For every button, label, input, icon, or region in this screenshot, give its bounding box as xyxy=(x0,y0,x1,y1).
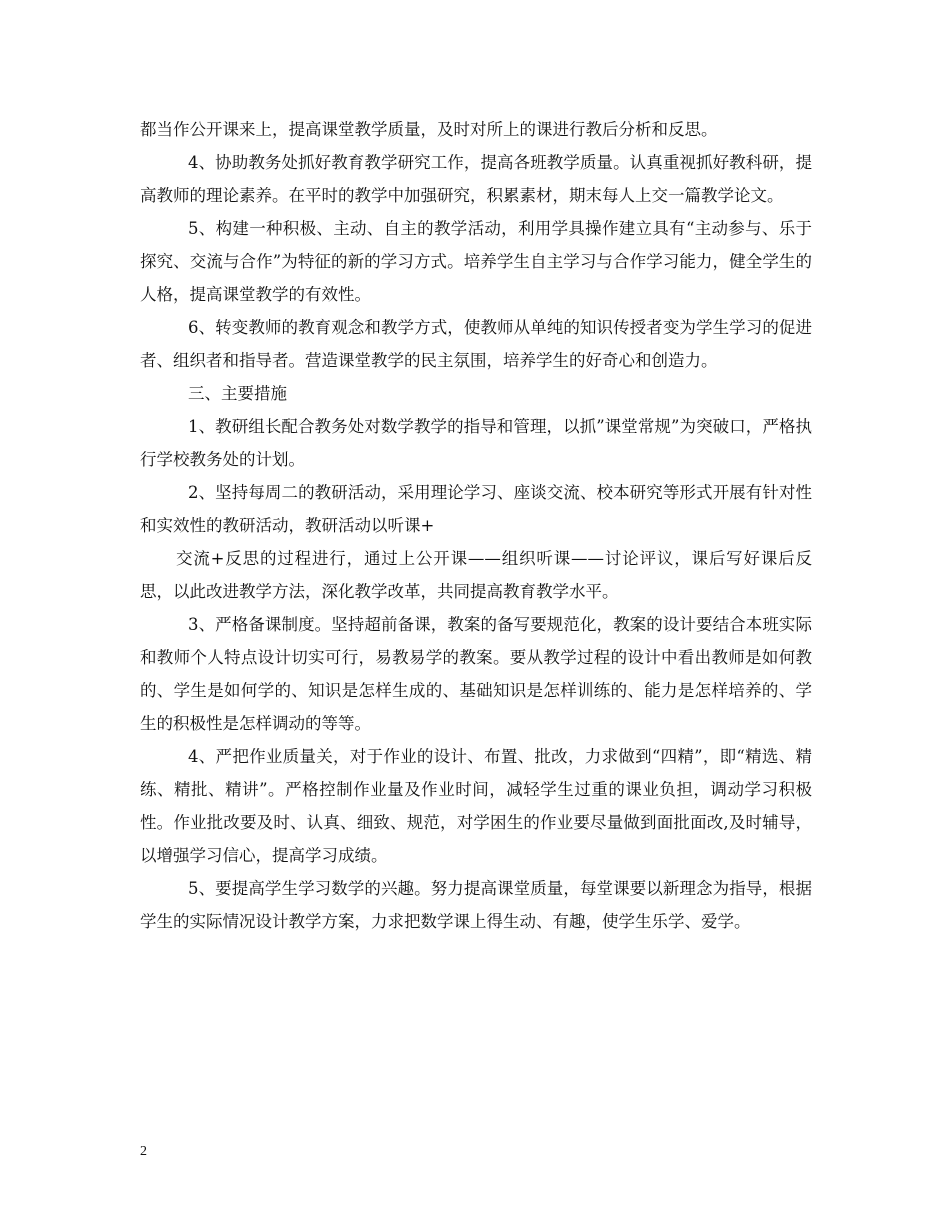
paragraph-item-4-research: 4、协助教务处抓好教育教学研究工作，提高各班教学质量。认真重视抓好教科研，提高教师的理论素养。在平时的教学中加强研究，积累素材，期末每人上交一篇教学论文。 xyxy=(140,153,812,205)
paragraph-measure-3: 3、严格备课制度。坚持超前备课，教案的备写要规范化，教案的设计要结合本班实际和教师个人特点设计切实可行，易教易学的教案。要从教学过程的设计中看出教师是如何教的、学生是如何学的、知识是怎样生成的、基础知识是怎样训练的、能力是怎样培养的、学生的积极性是怎样调动的等等。 xyxy=(140,615,812,733)
paragraph-measure-5: 5、要提高学生学习数学的兴趣。努力提高课堂质量，每堂课要以新理念为指导，根据学生的实际情况设计教学方案，力求把数学课上得生动、有趣，使学生乐学、爱学。 xyxy=(140,879,812,931)
paragraph-measure-2: 2、坚持每周二的教研活动，采用理论学习、座谈交流、校本研究等形式开展有针对性和实效性的教研活动，教研活动以听课+ xyxy=(140,483,812,535)
section-heading-measures: 三、主要措施 xyxy=(188,384,287,403)
paragraph-measure-1: 1、教研组长配合教务处对数学教学的指导和管理，以抓”课堂常规”为突破口，严格执行学校教务处的计划。 xyxy=(140,417,812,469)
paragraph-continuation: 都当作公开课来上，提高课堂教学质量，及时对所上的课进行教后分析和反思。 xyxy=(140,120,718,139)
page-number: 2 xyxy=(140,1144,147,1159)
paragraph-measure-4: 4、严把作业质量关，对于作业的设计、布置、批改，力求做到“四精”，即“精选、精练、精批、精讲”。严格控制作业量及作业时间，减轻学生过重的课业负担，调动学习积极性。作业批改要及时、认真、细致、规范，对学困生的作业要尽量做到面批面改,及时辅导，以增强学习信心，提高学习成绩。 xyxy=(140,747,812,865)
paragraph-item-5-activities: 5、构建一种积极、主动、自主的教学活动，利用学具操作建立具有“主动参与、乐于探究、交流与合作”为特征的新的学习方式。培养学生自主学习与合作学习能力，健全学生的人格，提高课堂教学的有效性。 xyxy=(140,219,812,304)
paragraph-item-6-concepts: 6、转变教师的教育观念和教学方式，使教师从单纯的知识传授者变为学生学习的促进者、组织者和指导者。营造课堂教学的民主氛围，培养学生的好奇心和创造力。 xyxy=(140,318,812,370)
document-body xyxy=(140,113,812,938)
paragraph-measure-2-continued: 交流+反思的过程进行，通过上公开课——组织听课——讨论评议，课后写好课后反思，以此改进教学方法，深化教学改革，共同提高教育教学水平。 xyxy=(140,549,812,601)
